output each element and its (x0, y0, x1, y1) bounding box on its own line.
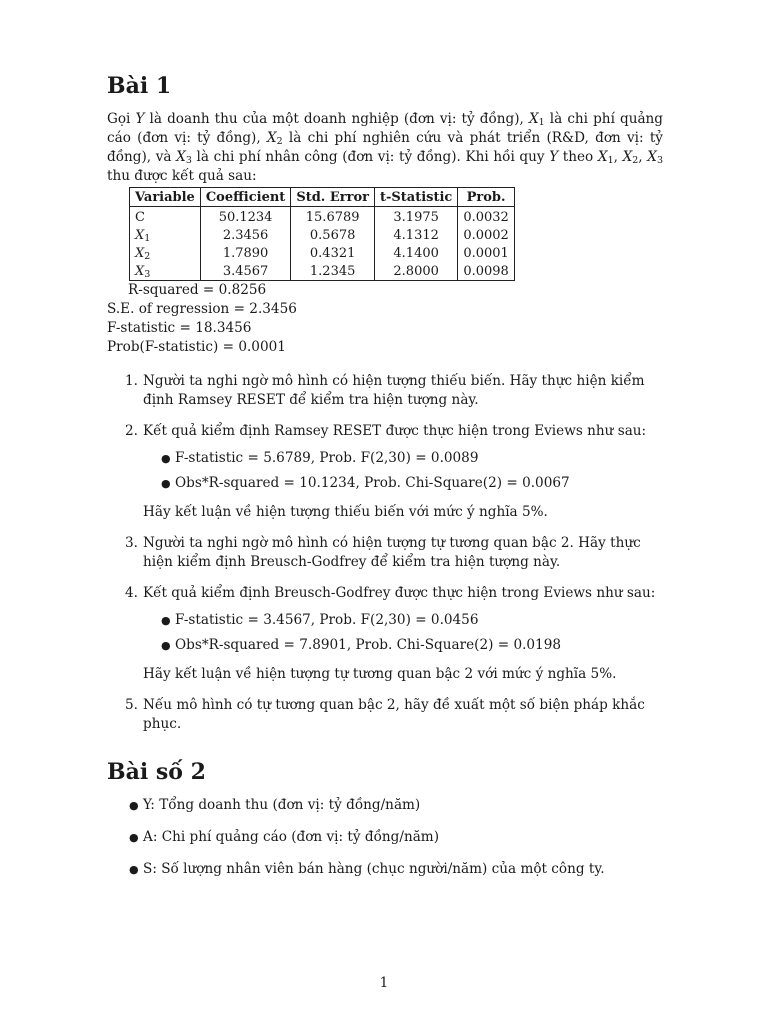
table-row (130, 244, 515, 262)
cell-prob: 0.0098 (458, 262, 515, 281)
table-row (130, 207, 515, 227)
subscript: 3 (144, 268, 151, 280)
definition-text: S: Số lượng nhân viên bán hàng (chục người/năm) của một công ty. (143, 861, 605, 877)
subscript: 2 (276, 136, 283, 147)
bullet-item (143, 474, 663, 493)
stat-prob-f: Prob(F-statistic) = 0.0001 (107, 339, 286, 355)
definition-text: Y: Tổng doanh thu (đơn vị: tỷ đồng/năm) (143, 797, 421, 813)
variable-name: X (135, 245, 145, 261)
subscript: 1 (607, 155, 614, 166)
item-number: 3. (125, 535, 138, 551)
bullet-text: F-statistic = 5.6789, Prob. F(2,30) = 0.0089 (175, 450, 479, 466)
list-item (107, 828, 663, 847)
stat-r-squared: R-squared = 0.8256 (128, 282, 267, 298)
bullet-icon: ● (129, 831, 139, 844)
list-item (107, 584, 663, 684)
item-number: 2. (125, 423, 138, 439)
section-title-bai-2: Bài số 2 (107, 759, 206, 785)
cell-variable (130, 226, 201, 244)
cell-prob: 0.0001 (458, 244, 515, 262)
item-number: 5. (125, 697, 138, 713)
bullet-item (143, 449, 663, 468)
intro-text: thu được kết quả sau: (107, 168, 257, 184)
list-item (107, 860, 663, 879)
bullet-icon: ● (161, 477, 171, 490)
table-row (130, 262, 515, 281)
regression-stats (107, 281, 297, 357)
intro-text: theo (558, 149, 598, 165)
variable-name: C (135, 209, 145, 225)
intro-paragraph (107, 110, 663, 186)
bullet-text: Obs*R-squared = 7.8901, Prob. Chi-Square(2) = 0.0198 (175, 637, 562, 653)
table-row (130, 226, 515, 244)
regression-table (129, 187, 515, 281)
list-item (107, 534, 663, 572)
cell-prob: 0.0002 (458, 226, 515, 244)
cell-std-error: 1.2345 (291, 262, 375, 281)
bullet-item (143, 636, 663, 655)
bullet-icon: ● (161, 452, 171, 465)
question-text: Người ta nghi ngờ mô hình có hiện tượng tự tương quan bậc 2. Hãy thực hiện kiểm định Breusch-Godfrey để kiểm tra hiện tượng này. (143, 535, 641, 570)
subscript: 3 (185, 155, 192, 166)
conclusion-prompt: Hãy kết luận về hiện tượng tự tương quan bậc 2 với mức ý nghĩa 5%. (143, 666, 617, 682)
variable-name: X (135, 263, 145, 279)
section-title-bai-1: Bài 1 (107, 73, 172, 99)
item-number: 4. (125, 585, 138, 601)
cell-t-statistic: 4.1312 (374, 226, 457, 244)
cell-t-statistic: 3.1975 (374, 207, 457, 227)
cell-std-error: 0.5678 (291, 226, 375, 244)
cell-coefficient: 50.1234 (200, 207, 290, 227)
intro-text: , (613, 149, 623, 165)
intro-text: là chi phí nhân công (đơn vị: tỷ đồng). Khi hồi quy (191, 149, 550, 165)
var-x: X (528, 111, 539, 127)
bullet-text: Obs*R-squared = 10.1234, Prob. Chi-Square(2) = 0.0067 (175, 475, 570, 491)
col-header: Coefficient (200, 188, 290, 207)
var-y: Y (549, 149, 559, 165)
cell-t-statistic: 2.8000 (374, 262, 457, 281)
col-header: Std. Error (291, 188, 375, 207)
stat-f-statistic: F-statistic = 18.3456 (107, 320, 252, 336)
cell-coefficient: 2.3456 (200, 226, 290, 244)
intro-text: là doanh thu của một doanh nghiệp (đơn vị: tỷ đồng), (144, 111, 529, 127)
question-text: Kết quả kiểm định Ramsey RESET được thực hiện trong Eviews như sau: (143, 423, 647, 439)
col-header: t-Statistic (374, 188, 457, 207)
cell-variable (130, 262, 201, 281)
cell-variable (130, 207, 201, 227)
subscript: 2 (144, 250, 151, 262)
bullet-item (143, 611, 663, 630)
result-bullets (143, 449, 663, 493)
subscript: 3 (656, 155, 663, 166)
var-y: Y (135, 111, 145, 127)
var-x: X (647, 149, 657, 165)
page-number: 1 (379, 975, 389, 991)
list-item (107, 696, 663, 734)
table-header-row (130, 188, 515, 207)
list-item (107, 796, 663, 815)
var-x: X (622, 149, 633, 165)
list-item (107, 422, 663, 522)
var-x: X (176, 149, 186, 165)
intro-text: , (638, 149, 648, 165)
bullet-icon: ● (161, 614, 171, 627)
list-item (107, 372, 663, 410)
question-text: Kết quả kiểm định Breusch-Godfrey được thực hiện trong Eviews như sau: (143, 585, 656, 601)
bullet-icon: ● (129, 799, 139, 812)
result-bullets (143, 611, 663, 655)
intro-text: Gọi (107, 111, 136, 127)
bullet-icon: ● (161, 639, 171, 652)
var-x: X (266, 130, 277, 146)
cell-coefficient: 1.7890 (200, 244, 290, 262)
definition-text: A: Chi phí quảng cáo (đơn vị: tỷ đồng/năm) (143, 829, 439, 845)
cell-std-error: 0.4321 (291, 244, 375, 262)
col-header: Prob. (458, 188, 515, 207)
question-list (107, 372, 663, 746)
cell-t-statistic: 4.1400 (374, 244, 457, 262)
stat-se-regression: S.E. of regression = 2.3456 (107, 301, 297, 317)
item-number: 1. (125, 373, 138, 389)
intro-text: là chi phí quảng cáo (đơn vị: tỷ đồng), (107, 111, 664, 146)
intro-text: là chi phí nghiên cứu và phát triển (R&D, đơn vị: tỷ đồng), và (107, 130, 663, 165)
cell-coefficient: 3.4567 (200, 262, 290, 281)
var-x: X (597, 149, 608, 165)
cell-variable (130, 244, 201, 262)
subscript: 1 (144, 232, 151, 244)
cell-std-error: 15.6789 (291, 207, 375, 227)
question-text: Nếu mô hình có tự tương quan bậc 2, hãy đề xuất một số biện pháp khắc phục. (143, 697, 645, 732)
question-text: Người ta nghi ngờ mô hình có hiện tượng thiếu biến. Hãy thực hiện kiểm định Ramsey RESET để kiểm tra hiện tượng này. (143, 373, 645, 408)
bullet-text: F-statistic = 3.4567, Prob. F(2,30) = 0.0456 (175, 612, 479, 628)
col-header: Variable (130, 188, 201, 207)
variable-definition-list (107, 796, 663, 892)
subscript: 1 (538, 117, 545, 128)
conclusion-prompt: Hãy kết luận về hiện tượng thiếu biến với mức ý nghĩa 5%. (143, 504, 548, 520)
subscript: 2 (632, 155, 639, 166)
cell-prob: 0.0032 (458, 207, 515, 227)
bullet-icon: ● (129, 863, 139, 876)
variable-name: X (135, 227, 145, 243)
